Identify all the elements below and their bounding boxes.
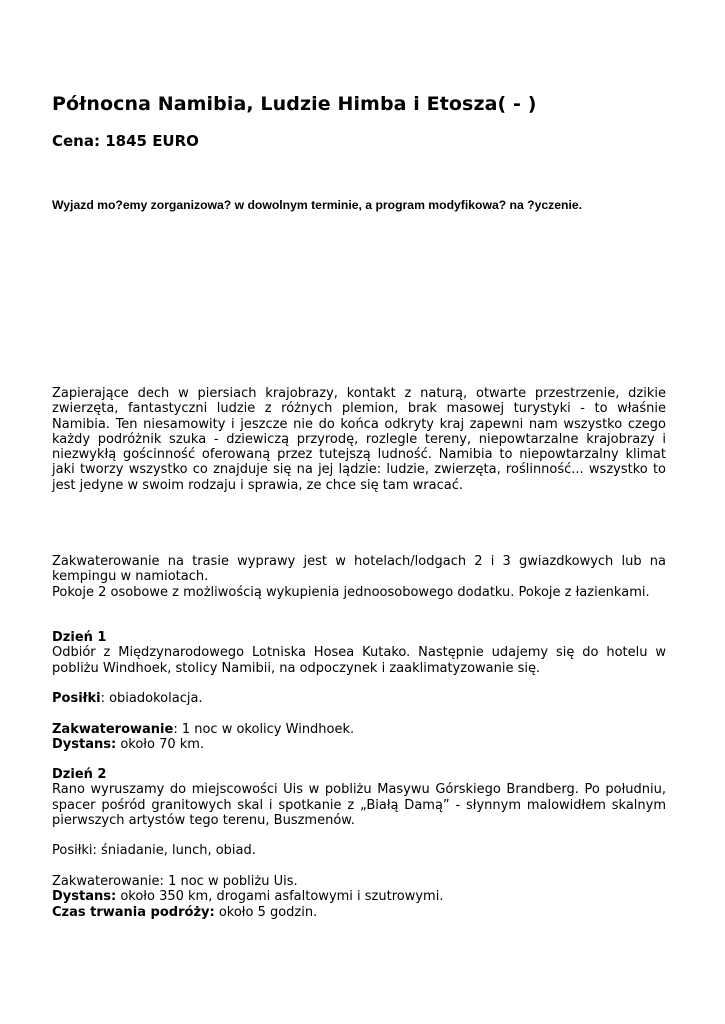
day-1-distance [52, 737, 666, 752]
accommodation-section [52, 554, 666, 600]
day-2-meals: Posiłki: śniadanie, lunch, obiad. [52, 843, 256, 859]
day-2-section [52, 767, 666, 920]
scheduling-note: Wyjazd mo?emy zorganizowa? w dowolnym terminie, a program modyfikowa? na ?yczenie. [52, 198, 583, 212]
day-1-section [52, 630, 666, 752]
day-2-distance-label: Dystans: [52, 889, 117, 905]
day-1-meals-value: : obiadokolacja. [100, 691, 203, 707]
day-1-description: Odbiór z Międzynarodowego Lotniska Hosea Kutako. Następnie udajemy się do hotelu w pobliżu Windhoek, stolicy Namibii, na odpoczynek i zaaklimatyzowanie się. [52, 645, 666, 676]
day-1-heading: Dzień 1 [52, 630, 107, 645]
day-1-meals [52, 691, 666, 706]
day-1-stay-value: : 1 noc w okolicy Windhoek. [173, 721, 355, 737]
day-2-stay: Zakwaterowanie: 1 noc w pobliżu Uis. [52, 874, 298, 890]
page-title: Północna Namibia, Ludzie Himba i Etosza( - ) [52, 93, 537, 115]
day-2-description: Rano wyruszamy do miejscowości Uis w pobliżu Masywu Górskiego Brandberg. Po południu, spacer pośród granitowych skal i spotkanie z „Białą Damą” - słynnym malowidłem skalnym pierwszych artystów tego terenu, Buszmenów. [52, 782, 666, 828]
rooms-text: Pokoje 2 osobowe z możliwością wykupienia jednoosobowego dodatku. Pokoje z łazienkami. [52, 584, 650, 600]
day-2-heading: Dzień 2 [52, 767, 107, 782]
price-value: 1845 EURO [105, 132, 199, 150]
price-label: Cena: [52, 132, 100, 150]
day-2-duration [52, 905, 666, 920]
price [52, 132, 199, 150]
day-2-duration-value: około 5 godzin. [214, 904, 318, 920]
day-2-distance-value: około 350 km, drogami asfaltowymi i szutrowymi. [116, 889, 444, 905]
accommodation-text: Zakwaterowanie na trasie wyprawy jest w hotelach/lodgach 2 i 3 gwiazdkowych lub na kempingu w namiotach. [52, 554, 666, 585]
day-1-meals-label: Posiłki [52, 691, 101, 707]
day-2-duration-label: Czas trwania podróży: [52, 904, 215, 920]
day-1-stay [52, 722, 666, 737]
day-1-stay-label: Zakwaterowanie [52, 721, 174, 737]
day-1-distance-value: około 70 km. [116, 737, 205, 753]
intro-paragraph: Zapierające dech w piersiach krajobrazy, kontakt z naturą, otwarte przestrzenie, dzikie zwierzęta, fantastyczni ludzie z różnych plemion, brak masowej turystyki - to właśnie Namibia. Ten niesamowity i jeszcze nie do końca odkryty kraj zapewni nam wszystko czego każdy podróżnik szuka - dziewiczą przyrodę, rozlegle tereny, niepowtarzalne krajobrazy i niezwykłą gościnność oferowaną przez tutejszą ludność. Namibia to niepowtarzalny klimat jaki tworzy wszystko co znajduje się na jej lądzie: ludzie, zwierzęta, roślinność... wszystko to jest jedyne w swoim rodzaju i sprawia, ze chce się tam wracać. [52, 386, 666, 493]
day-1-distance-label: Dystans: [52, 737, 117, 753]
day-2-distance [52, 889, 666, 904]
